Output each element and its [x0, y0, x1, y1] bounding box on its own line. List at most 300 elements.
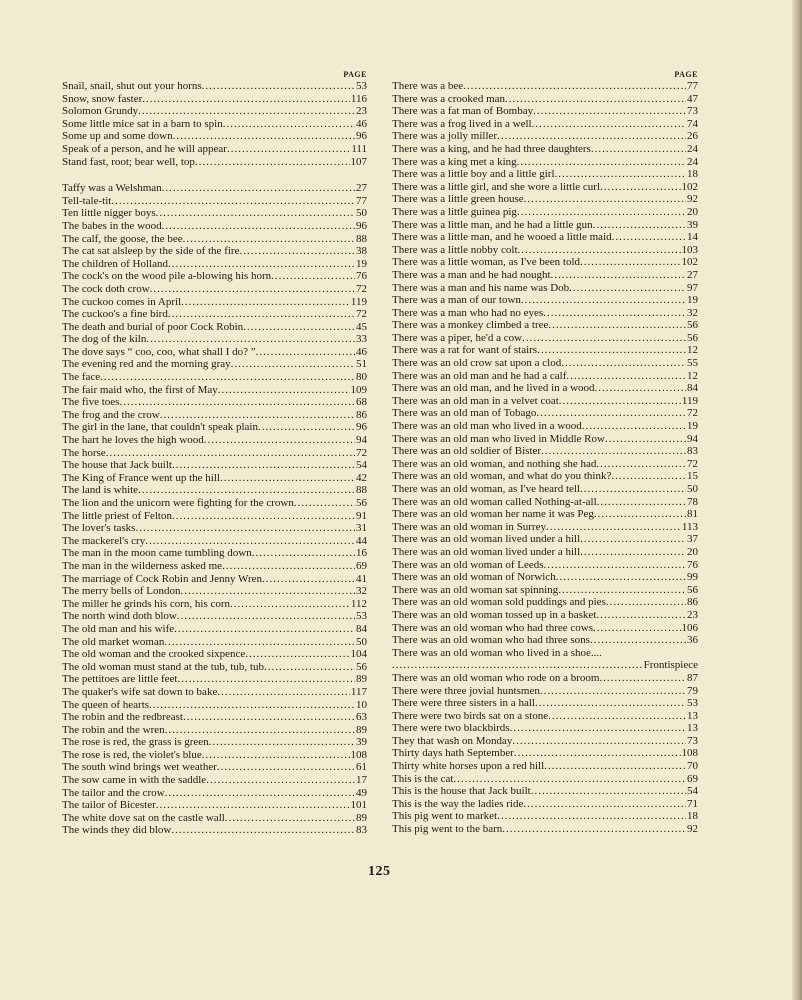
leader-dots — [505, 93, 686, 106]
index-entry — [62, 522, 367, 535]
entry-page: 18 — [687, 168, 698, 181]
entry-page: 24 — [687, 155, 698, 168]
index-entry — [392, 395, 698, 408]
entry-title: The dove says “ coo, coo, what shall I do? ” — [62, 345, 256, 358]
entry-title: The tailor and the crow — [62, 786, 165, 799]
index-entry — [62, 358, 367, 371]
leader-dots — [142, 93, 350, 106]
leader-dots — [580, 483, 686, 496]
leader-dots — [597, 496, 686, 509]
entry-title: There was a frog lived in a well — [392, 117, 532, 130]
entry-page: 106 — [681, 621, 698, 634]
leader-dots — [245, 648, 349, 661]
leader-dots — [524, 193, 686, 206]
entry-title: Tell-tale-tit — [62, 194, 112, 207]
index-entry — [392, 496, 698, 509]
index-entry — [392, 760, 698, 773]
index-entry — [392, 584, 698, 597]
entry-title: There was a little green house — [392, 193, 524, 206]
entry-title: There were two birds sat on a stone — [392, 709, 549, 722]
entry-page: 92 — [687, 193, 698, 206]
entry-title: The old man and his wife — [62, 622, 175, 635]
entry-title: There was a man of our town — [392, 294, 521, 307]
entry-title: The queen of hearts — [62, 698, 150, 711]
entry-title: There was an old woman her name it was Peg — [392, 508, 594, 521]
entry-title: There were three sisters in a hall — [392, 697, 535, 710]
leader-dots — [537, 344, 686, 357]
leader-dots — [514, 747, 681, 760]
index-entry — [62, 409, 367, 422]
index-entry — [392, 407, 698, 420]
entry-page: 70 — [687, 760, 698, 773]
index-entry — [62, 156, 367, 169]
leader-dots — [599, 672, 686, 685]
page-edge — [792, 0, 802, 1000]
entry-title: Speak of a person, and he will appear — [62, 142, 227, 155]
entry-title: The marriage of Cock Robin and Jenny Wren — [62, 572, 263, 585]
entry-title: The rose is red, the violet's blue — [62, 748, 202, 761]
leader-dots — [220, 472, 355, 485]
leader-dots — [548, 319, 686, 332]
entry-page: 15 — [687, 470, 698, 483]
index-entry — [62, 182, 367, 195]
index-entry — [392, 571, 698, 584]
entry-title: The house that Jack built — [62, 459, 172, 472]
entry-title: The rose is red, the grass is green — [62, 736, 209, 749]
leader-dots — [181, 296, 350, 309]
entry-title: There was a rat for want of stairs — [392, 344, 538, 357]
entry-page: 20 — [687, 205, 698, 218]
index-entry — [62, 296, 367, 309]
index-entry — [392, 546, 698, 559]
entry-page: 104 — [350, 648, 367, 661]
leader-dots — [209, 736, 355, 749]
entry-title: There was an old woman sold puddings and pies — [392, 596, 606, 609]
index-entry — [62, 749, 367, 762]
leader-dots — [582, 420, 686, 433]
index-entry — [392, 483, 698, 496]
entry-title: This pig went to market — [392, 810, 498, 823]
leader-dots — [264, 661, 355, 674]
entry-title: The girl in the lane, that couldn't speak plain — [62, 421, 258, 434]
leader-dots — [523, 798, 686, 811]
page-column-header: PAGE — [343, 70, 367, 79]
leader-dots — [555, 168, 686, 181]
entry-page: 101 — [350, 799, 367, 812]
entry-page: 83 — [356, 824, 367, 837]
entry-title: The land is white — [62, 484, 139, 497]
entry-title: There was a bee — [392, 80, 464, 92]
leader-dots — [195, 156, 350, 169]
entry-title: Snail, snail, shut out your horns — [62, 80, 202, 92]
index-entry — [392, 747, 698, 760]
entry-page: 53 — [356, 610, 367, 623]
leader-dots — [171, 824, 355, 837]
entry-page: 13 — [687, 709, 698, 722]
entry-title: The old market woman — [62, 635, 165, 648]
entry-title: There was an old man, and he lived in a wood — [392, 382, 595, 395]
index-entry — [392, 622, 698, 635]
index-entry — [392, 244, 698, 257]
entry-title: There was a man and he had nought — [392, 268, 551, 281]
entry-page: 111 — [351, 142, 367, 155]
leader-dots — [566, 370, 686, 383]
entry-page: 27 — [356, 182, 367, 195]
entry-page: 37 — [687, 533, 698, 546]
entry-page: 46 — [356, 117, 367, 130]
index-entry — [62, 648, 367, 661]
leader-dots — [580, 546, 686, 559]
leader-dots — [551, 269, 686, 282]
left-column — [62, 70, 367, 837]
entry-title: The little priest of Felton — [62, 509, 172, 522]
entry-page: 72 — [356, 282, 367, 295]
index-entry — [62, 774, 367, 787]
entry-title: The children of Holland — [62, 257, 168, 270]
leader-dots — [593, 622, 681, 635]
index-entry — [62, 93, 367, 106]
leader-dots — [497, 810, 686, 823]
index-entry — [392, 685, 698, 698]
entry-page: 32 — [356, 585, 367, 598]
left-group-t — [62, 182, 367, 837]
index-entry — [392, 93, 698, 106]
leader-dots — [146, 333, 355, 346]
entry-page: 56 — [356, 497, 367, 509]
leader-dots — [111, 195, 355, 208]
entry-title: The babes in the wood — [62, 219, 162, 232]
page-column-header: PAGE — [674, 70, 698, 79]
leader-dots — [173, 130, 355, 143]
entry-page: 54 — [687, 785, 698, 798]
entry-page: 18 — [687, 810, 698, 823]
leader-dots — [160, 409, 355, 422]
leader-dots — [177, 673, 355, 686]
index-entry — [392, 370, 698, 383]
index-entry — [62, 535, 367, 548]
entry-title: There was an old woman who rode on a broom — [392, 671, 600, 684]
entry-page: 102 — [681, 256, 698, 269]
entry-page: 55 — [687, 357, 698, 370]
index-entry — [62, 585, 367, 598]
entry-title: There was an old crow sat upon a clod — [392, 357, 562, 370]
entry-page: 39 — [687, 218, 698, 231]
entry-page: 56 — [687, 331, 698, 344]
entry-title: The winds they did blow — [62, 824, 172, 837]
index-entry — [392, 181, 698, 194]
entry-page: 23 — [687, 608, 698, 621]
entry-page: 54 — [356, 459, 367, 472]
entry-page: 80 — [356, 371, 367, 384]
entry-page: 96 — [356, 130, 367, 143]
entry-title: The cat sat alsleep by the side of the fire — [62, 245, 240, 258]
leader-dots — [183, 233, 355, 246]
entry-title: Solomon Grundy — [62, 105, 139, 118]
entry-page: 49 — [356, 786, 367, 799]
index-entry — [392, 521, 698, 534]
entry-title: The cuckoo's a fine bird — [62, 308, 168, 321]
index-entry — [392, 156, 698, 169]
leader-dots — [535, 697, 686, 710]
entry-page: 87 — [687, 671, 698, 684]
leader-dots — [522, 332, 686, 345]
entry-page: 74 — [687, 117, 698, 130]
entry-title: There was an old woman tossed up in a basket — [392, 608, 597, 621]
entry-title: There was an old woman of Norwich — [392, 571, 556, 584]
right-column — [392, 70, 698, 836]
entry-title: There was a little boy and a little girl — [392, 168, 555, 181]
index-entry — [62, 699, 367, 712]
index-entry — [62, 270, 367, 283]
entry-page: 56 — [687, 319, 698, 332]
leader-dots — [594, 508, 686, 521]
leader-dots — [138, 484, 355, 497]
leader-dots — [106, 447, 355, 460]
leader-dots — [532, 118, 686, 131]
entry-page: 109 — [350, 383, 367, 396]
entry-page: 81 — [687, 508, 698, 521]
entry-page: 79 — [687, 684, 698, 697]
entry-page: 116 — [350, 92, 367, 105]
index-entry — [62, 321, 367, 334]
entry-page: 51 — [356, 358, 367, 371]
leader-dots — [156, 799, 350, 812]
index-entry — [392, 735, 698, 748]
entry-page: 72 — [687, 407, 698, 420]
leader-dots — [164, 636, 355, 649]
entry-title: The tailor of Bicester — [62, 799, 156, 812]
index-entry — [392, 294, 698, 307]
leader-dots — [206, 774, 355, 787]
leader-dots — [262, 573, 355, 586]
entry-title: The lover's tasks — [62, 522, 136, 535]
entry-title: The cuckoo comes in April — [62, 295, 182, 308]
entry-title: They that wash on Monday — [392, 734, 513, 747]
entry-page: 44 — [356, 534, 367, 547]
index-entry — [62, 686, 367, 699]
entry-page: 77 — [356, 194, 367, 207]
entry-page: 73 — [687, 734, 698, 747]
entry-page: 12 — [687, 369, 698, 382]
index-entry — [62, 787, 367, 800]
index-entry — [62, 547, 367, 560]
leader-dots — [243, 321, 355, 334]
leader-dots — [172, 459, 355, 472]
entry-page: 10 — [356, 698, 367, 711]
index-entry — [62, 447, 367, 460]
entry-page: 56 — [356, 660, 367, 673]
index-entry — [392, 823, 698, 836]
entry-page: 26 — [687, 130, 698, 143]
entry-title: There was a man who had no eyes — [392, 306, 544, 319]
entry-title: Taffy was a Welshman — [62, 182, 162, 195]
leader-dots — [100, 371, 355, 384]
entry-title: Some little mice sat in a barn to spin — [62, 117, 223, 130]
entry-page: 89 — [356, 673, 367, 686]
leader-dots — [168, 258, 355, 271]
leader-dots — [544, 760, 686, 773]
entry-title: Stand fast, root; bear well, top — [62, 155, 195, 168]
leader-dots — [204, 434, 355, 447]
entry-title: The miller he grinds his corn, his corn — [62, 597, 231, 610]
leader-dots — [222, 560, 355, 573]
entry-title: There was an old woman who lived in a shoe.... — [392, 646, 602, 659]
leader-dots — [533, 105, 686, 118]
index-entry — [62, 434, 367, 447]
leader-dots — [612, 231, 686, 244]
leader-dots — [165, 724, 355, 737]
entry-page: 20 — [687, 545, 698, 558]
leader-dots — [172, 510, 355, 523]
entry-page: 56 — [687, 583, 698, 596]
entry-page: 31 — [356, 522, 367, 535]
index-entry — [392, 319, 698, 332]
entry-page: 88 — [356, 484, 367, 497]
leader-dots — [174, 623, 355, 636]
index-entry — [392, 647, 698, 660]
index-entry — [62, 711, 367, 724]
leader-dots — [606, 596, 686, 609]
entry-title: This is the way the ladies ride — [392, 797, 524, 810]
index-entry — [62, 283, 367, 296]
entry-title: The hart he loves the high wood — [62, 434, 204, 447]
entry-title: There was an old man who lived in Middle Row — [392, 432, 605, 445]
entry-title: There was an old man and he had a calf — [392, 369, 567, 382]
entry-title: There was an old woman of Leeds — [392, 558, 544, 571]
index-entry — [392, 344, 698, 357]
entry-title: Some up and some down — [62, 130, 173, 143]
index-entry — [392, 722, 698, 735]
entry-page: 53 — [356, 80, 367, 92]
index-entry — [392, 798, 698, 811]
leader-dots — [517, 206, 686, 219]
index-entry — [392, 332, 698, 345]
entry-page: 27 — [687, 268, 698, 281]
entry-page: 46 — [356, 345, 367, 358]
index-entry — [62, 371, 367, 384]
entry-page: 17 — [356, 774, 367, 787]
entry-title: There was an old woman lived under a hill — [392, 533, 581, 546]
leader-dots — [202, 80, 355, 93]
index-entry — [62, 472, 367, 485]
entry-title: The south wind brings wet weather — [62, 761, 217, 774]
entry-title: There was a little woman, as I've been told — [392, 256, 580, 269]
entry-page: 69 — [687, 772, 698, 785]
entry-page: 84 — [356, 622, 367, 635]
entry-page: 94 — [356, 434, 367, 447]
entry-title: There was a little nobby colt — [392, 243, 518, 256]
leader-dots — [230, 598, 350, 611]
entry-page: 78 — [687, 495, 698, 508]
index-entry — [392, 785, 698, 798]
leader-dots — [605, 433, 686, 446]
index-entry — [392, 307, 698, 320]
leader-dots — [256, 346, 355, 359]
index-entry — [62, 333, 367, 346]
entry-page: 108 — [681, 747, 698, 760]
entry-page: 86 — [356, 408, 367, 421]
index-entry — [392, 672, 698, 685]
entry-page: 53 — [687, 697, 698, 710]
index-entry — [62, 497, 367, 510]
entry-title: Ten little nigger boys — [62, 207, 156, 220]
index-entry — [62, 623, 367, 636]
leader-dots — [162, 182, 355, 195]
entry-page: 19 — [687, 420, 698, 433]
leader-dots — [239, 245, 355, 258]
entry-title: The robin and the wren — [62, 723, 165, 736]
leader-dots — [569, 282, 686, 295]
entry-page: 50 — [356, 635, 367, 648]
leader-dots — [595, 382, 686, 395]
entry-title: There was a monkey climbed a tree — [392, 319, 549, 332]
index-entry — [62, 308, 367, 321]
entry-page: 71 — [687, 797, 698, 810]
entry-page: 83 — [687, 445, 698, 458]
entry-title: The dog of the kiln — [62, 333, 147, 346]
index-entry — [62, 636, 367, 649]
entry-page: 76 — [356, 270, 367, 283]
index-entry — [392, 219, 698, 232]
index-entry — [392, 231, 698, 244]
entry-page: Frontispiece — [643, 659, 698, 672]
index-entry — [62, 761, 367, 774]
leader-dots — [392, 659, 643, 672]
entry-title: The man in the moon came tumbling down — [62, 547, 252, 560]
index-entry — [62, 736, 367, 749]
leader-dots — [546, 521, 681, 534]
entry-title: The merry bells of London — [62, 585, 181, 598]
entry-page: 73 — [687, 105, 698, 118]
entry-title: The evening red and the morning gray — [62, 358, 231, 371]
entry-title: The old woman must stand at the tub, tub, tub — [62, 660, 264, 673]
entry-title: The sow came in with the saddle — [62, 774, 207, 787]
entry-page: 84 — [687, 382, 698, 395]
leader-dots — [463, 80, 686, 93]
entry-title: There was an old woman, and nothing she had — [392, 457, 597, 470]
entry-title: There was an old man who lived in a wood — [392, 420, 582, 433]
entry-page: 112 — [350, 597, 367, 610]
index-entry — [62, 510, 367, 523]
entry-title: There was an old woman sat spinning — [392, 583, 559, 596]
entry-title: There was a man and his name was Dob — [392, 281, 570, 294]
index-entry — [62, 105, 367, 118]
entry-page: 63 — [356, 711, 367, 724]
left-group-s — [62, 80, 367, 168]
entry-page: 102 — [681, 180, 698, 193]
entry-title: There was an old woman, and what do you think? — [392, 470, 612, 483]
entry-title: There was a little man, and he had a little gun — [392, 218, 593, 231]
entry-page: 72 — [356, 446, 367, 459]
index-entry — [392, 609, 698, 622]
leader-dots — [544, 559, 686, 572]
entry-title: There was an old woman who had three cows — [392, 621, 593, 634]
entry-page: 47 — [687, 92, 698, 105]
entry-title: There was a jolly miller — [392, 130, 498, 143]
entry-page: 33 — [356, 333, 367, 346]
index-entry — [62, 143, 367, 156]
entry-title: There was a king, and he had three daughters — [392, 142, 591, 155]
index-entry — [392, 357, 698, 370]
leader-dots — [596, 609, 686, 622]
entry-title: The white dove sat on the castle wall — [62, 811, 225, 824]
index-entry — [392, 143, 698, 156]
leader-dots — [548, 710, 686, 723]
entry-page: 88 — [356, 232, 367, 245]
index-entry — [62, 560, 367, 573]
entry-page: 16 — [356, 547, 367, 560]
index-entry — [392, 206, 698, 219]
